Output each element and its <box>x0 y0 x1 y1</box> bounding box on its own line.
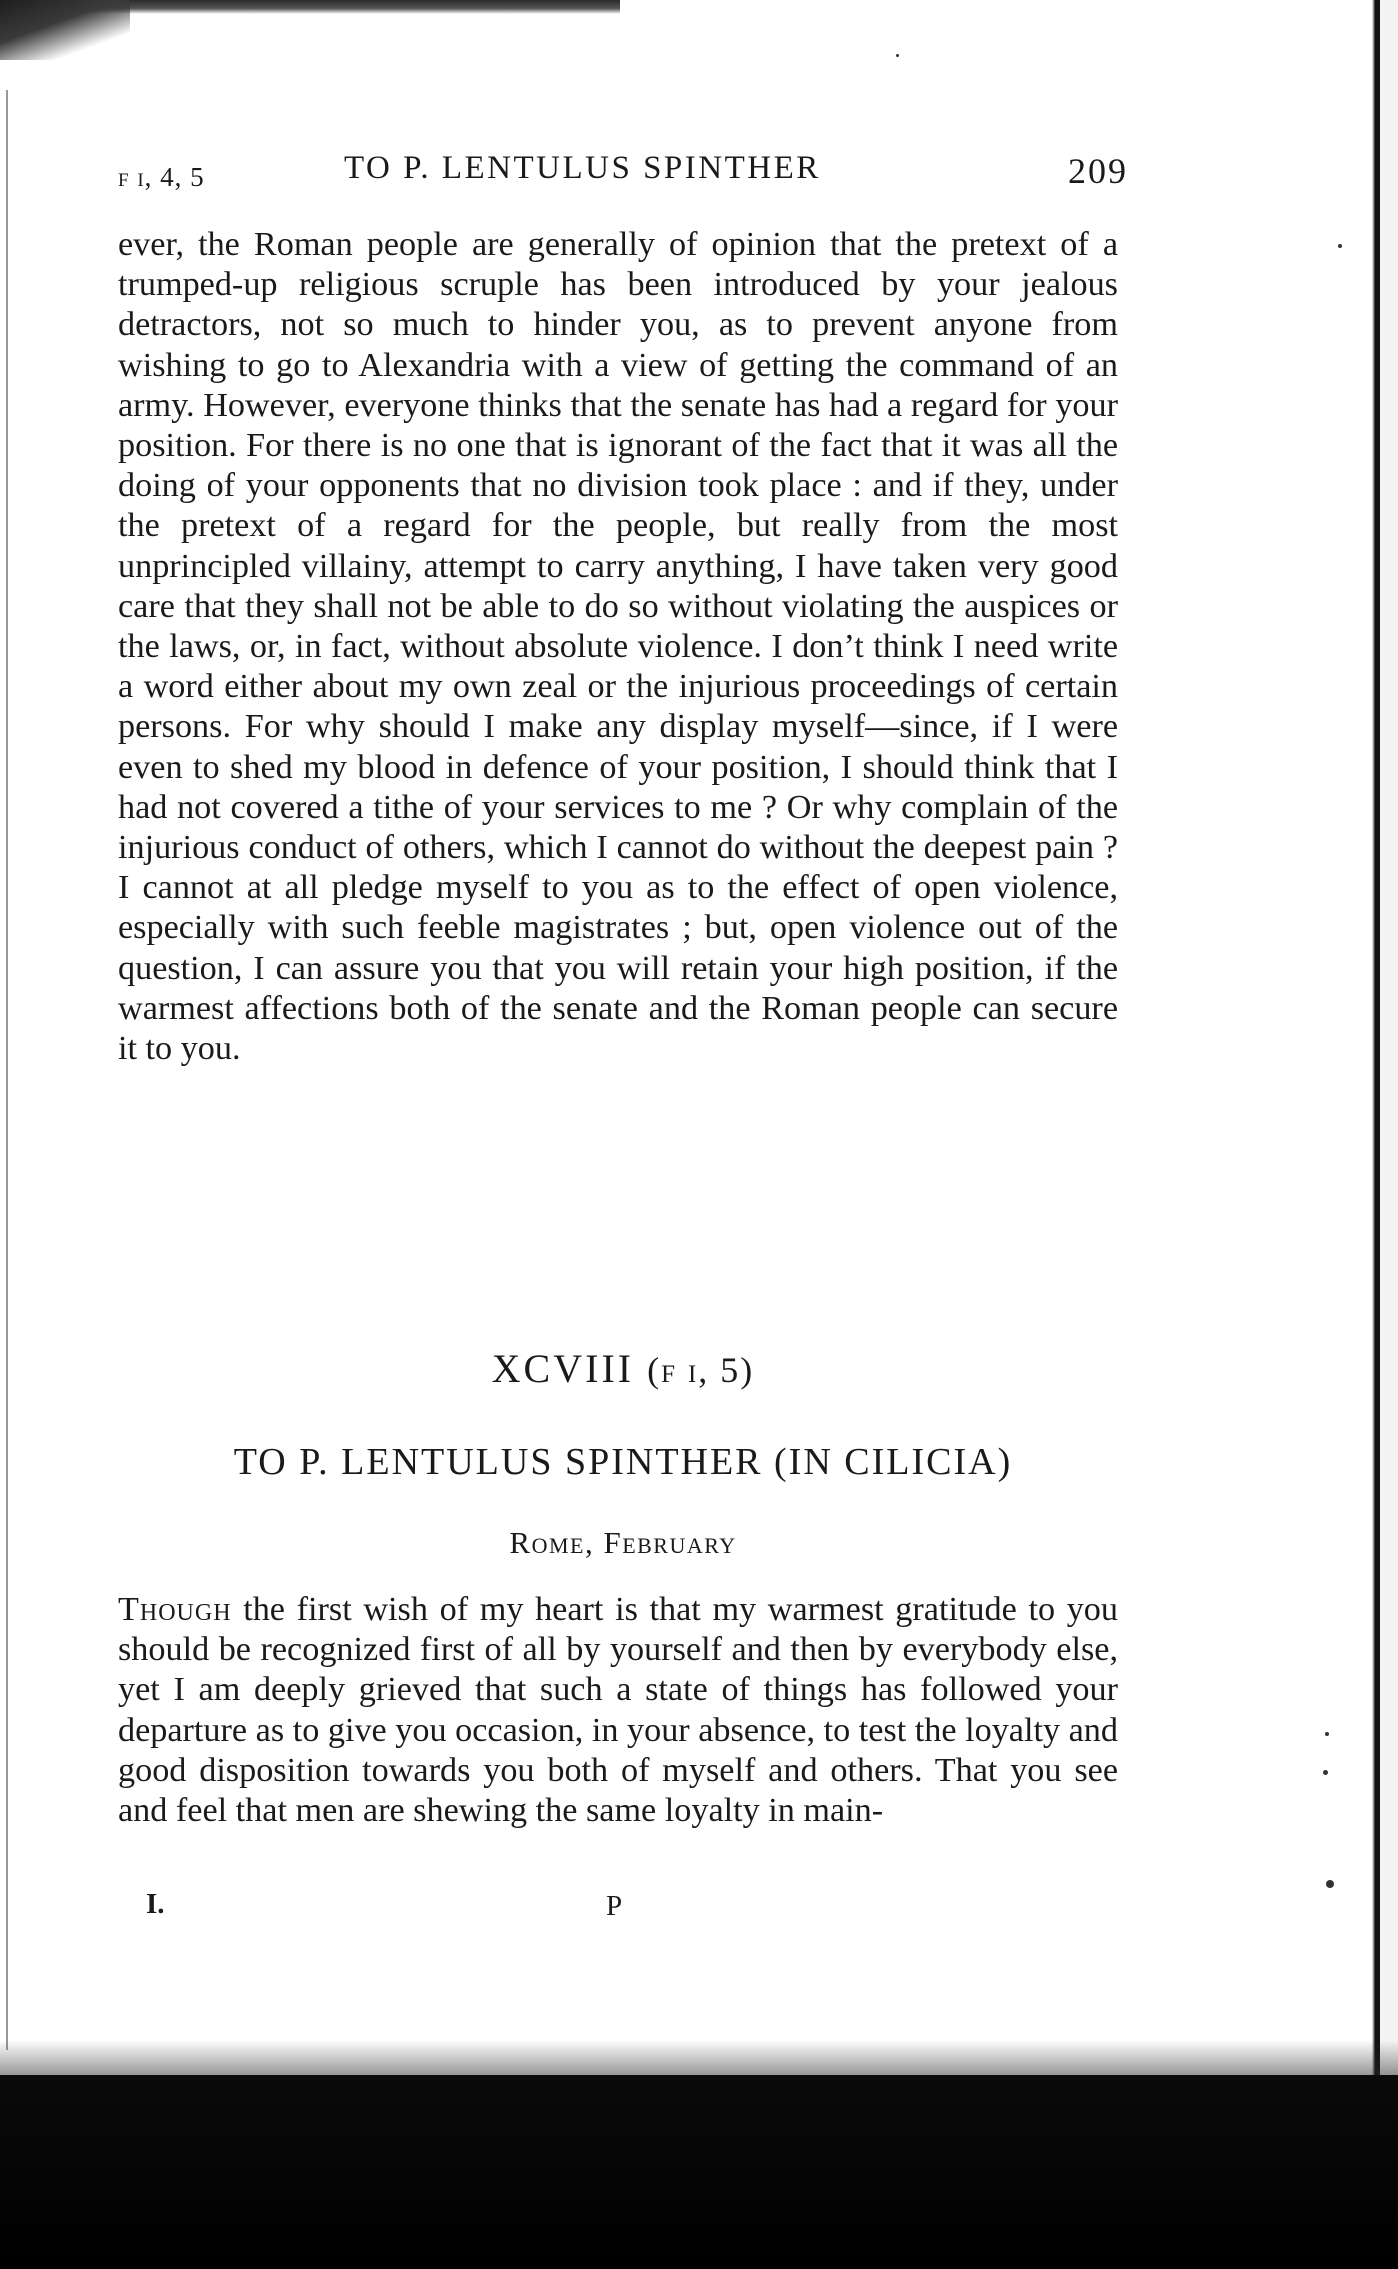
scan-speck <box>1338 244 1342 248</box>
running-head-reference: f i, 4, 5 <box>118 162 205 192</box>
opening-word: Though <box>118 1591 232 1628</box>
scan-bottom-fade <box>0 2040 1398 2080</box>
scan-speck <box>1325 1732 1329 1736</box>
letter-paragraph <box>118 1590 1118 1831</box>
running-head-title: TO P. LENTULUS SPINTHER <box>344 150 821 186</box>
scan-left-edge <box>6 90 8 2050</box>
scan-corner-shadow <box>0 0 130 60</box>
scan-right-edge <box>1372 0 1380 2080</box>
scan-speck <box>1323 1770 1328 1775</box>
opening-text: the first wish of my heart is that my warmest gratitude to you should be recognized first of all by yourself and then by everybody else, yet I am deeply grieved that such a state of things has followed your departure as to give you occasion, in your absence, to test the loyalty and good disposition towards you both of myself and others. That you see and feel that men are shewing the same loyalty in main- <box>118 1591 1118 1830</box>
running-head <box>118 150 1128 200</box>
letter-paragraph-text <box>118 1590 1118 1831</box>
letter-dateline: Rome, February <box>509 1525 737 1560</box>
scan-speck <box>896 54 899 57</box>
scan-right-margin <box>1380 0 1398 2269</box>
letter-reference: (f i, 5) <box>647 1350 755 1390</box>
volume-mark: I. <box>146 1888 165 1920</box>
page-number: 209 <box>1068 151 1128 191</box>
letter-number: XCVIII <box>491 1346 635 1391</box>
scan-speck <box>1326 1880 1334 1888</box>
continuation-paragraph <box>118 225 1118 1069</box>
paragraph-text: ever, the Roman people are generally of opinion that the pretext of a trumped-up religious scruple has been introduced by your jealous detractors, not so much to hinder you, as to prevent anyone from wishing to go to Alexandria with a view of getting the command of an army. However, everyone thinks that the senate has had a regard for your position. For there is no one that is ignorant of the fact that it was all the doing of your opponents that no division took place : and if they, under the pretext of a regard for the people, but really from the most unprincipled villainy, attempt to carry anything, I have taken very good care that they shall not be able to do so without violating the auspices or the laws, or, in fact, without absolute violence. I don’t think I need write a word either about my own zeal or the injurious proceedings of certain persons. For why should I make any display myself—since, if I were even to shed my blood in defence of your position, I should think that I had not covered a tithe of your services to me ? Or why complain of the injurious conduct of others, which I cannot do without the deepest pain ? I cannot at all pledge myself to you as to the effect of open violence, especially with such feeble magistrates ; but, open violence out of the question, I can assure you that you will retain your high position, if the warmest affections both of the senate and the Roman people can secure it to you. <box>118 226 1118 1068</box>
scan-bottom-shadow <box>0 2075 1398 2269</box>
signature-letter: P <box>606 1890 623 1922</box>
letter-heading <box>118 1345 1128 1392</box>
letter-title: TO P. LENTULUS SPINTHER (IN CILICIA) <box>233 1441 1013 1483</box>
